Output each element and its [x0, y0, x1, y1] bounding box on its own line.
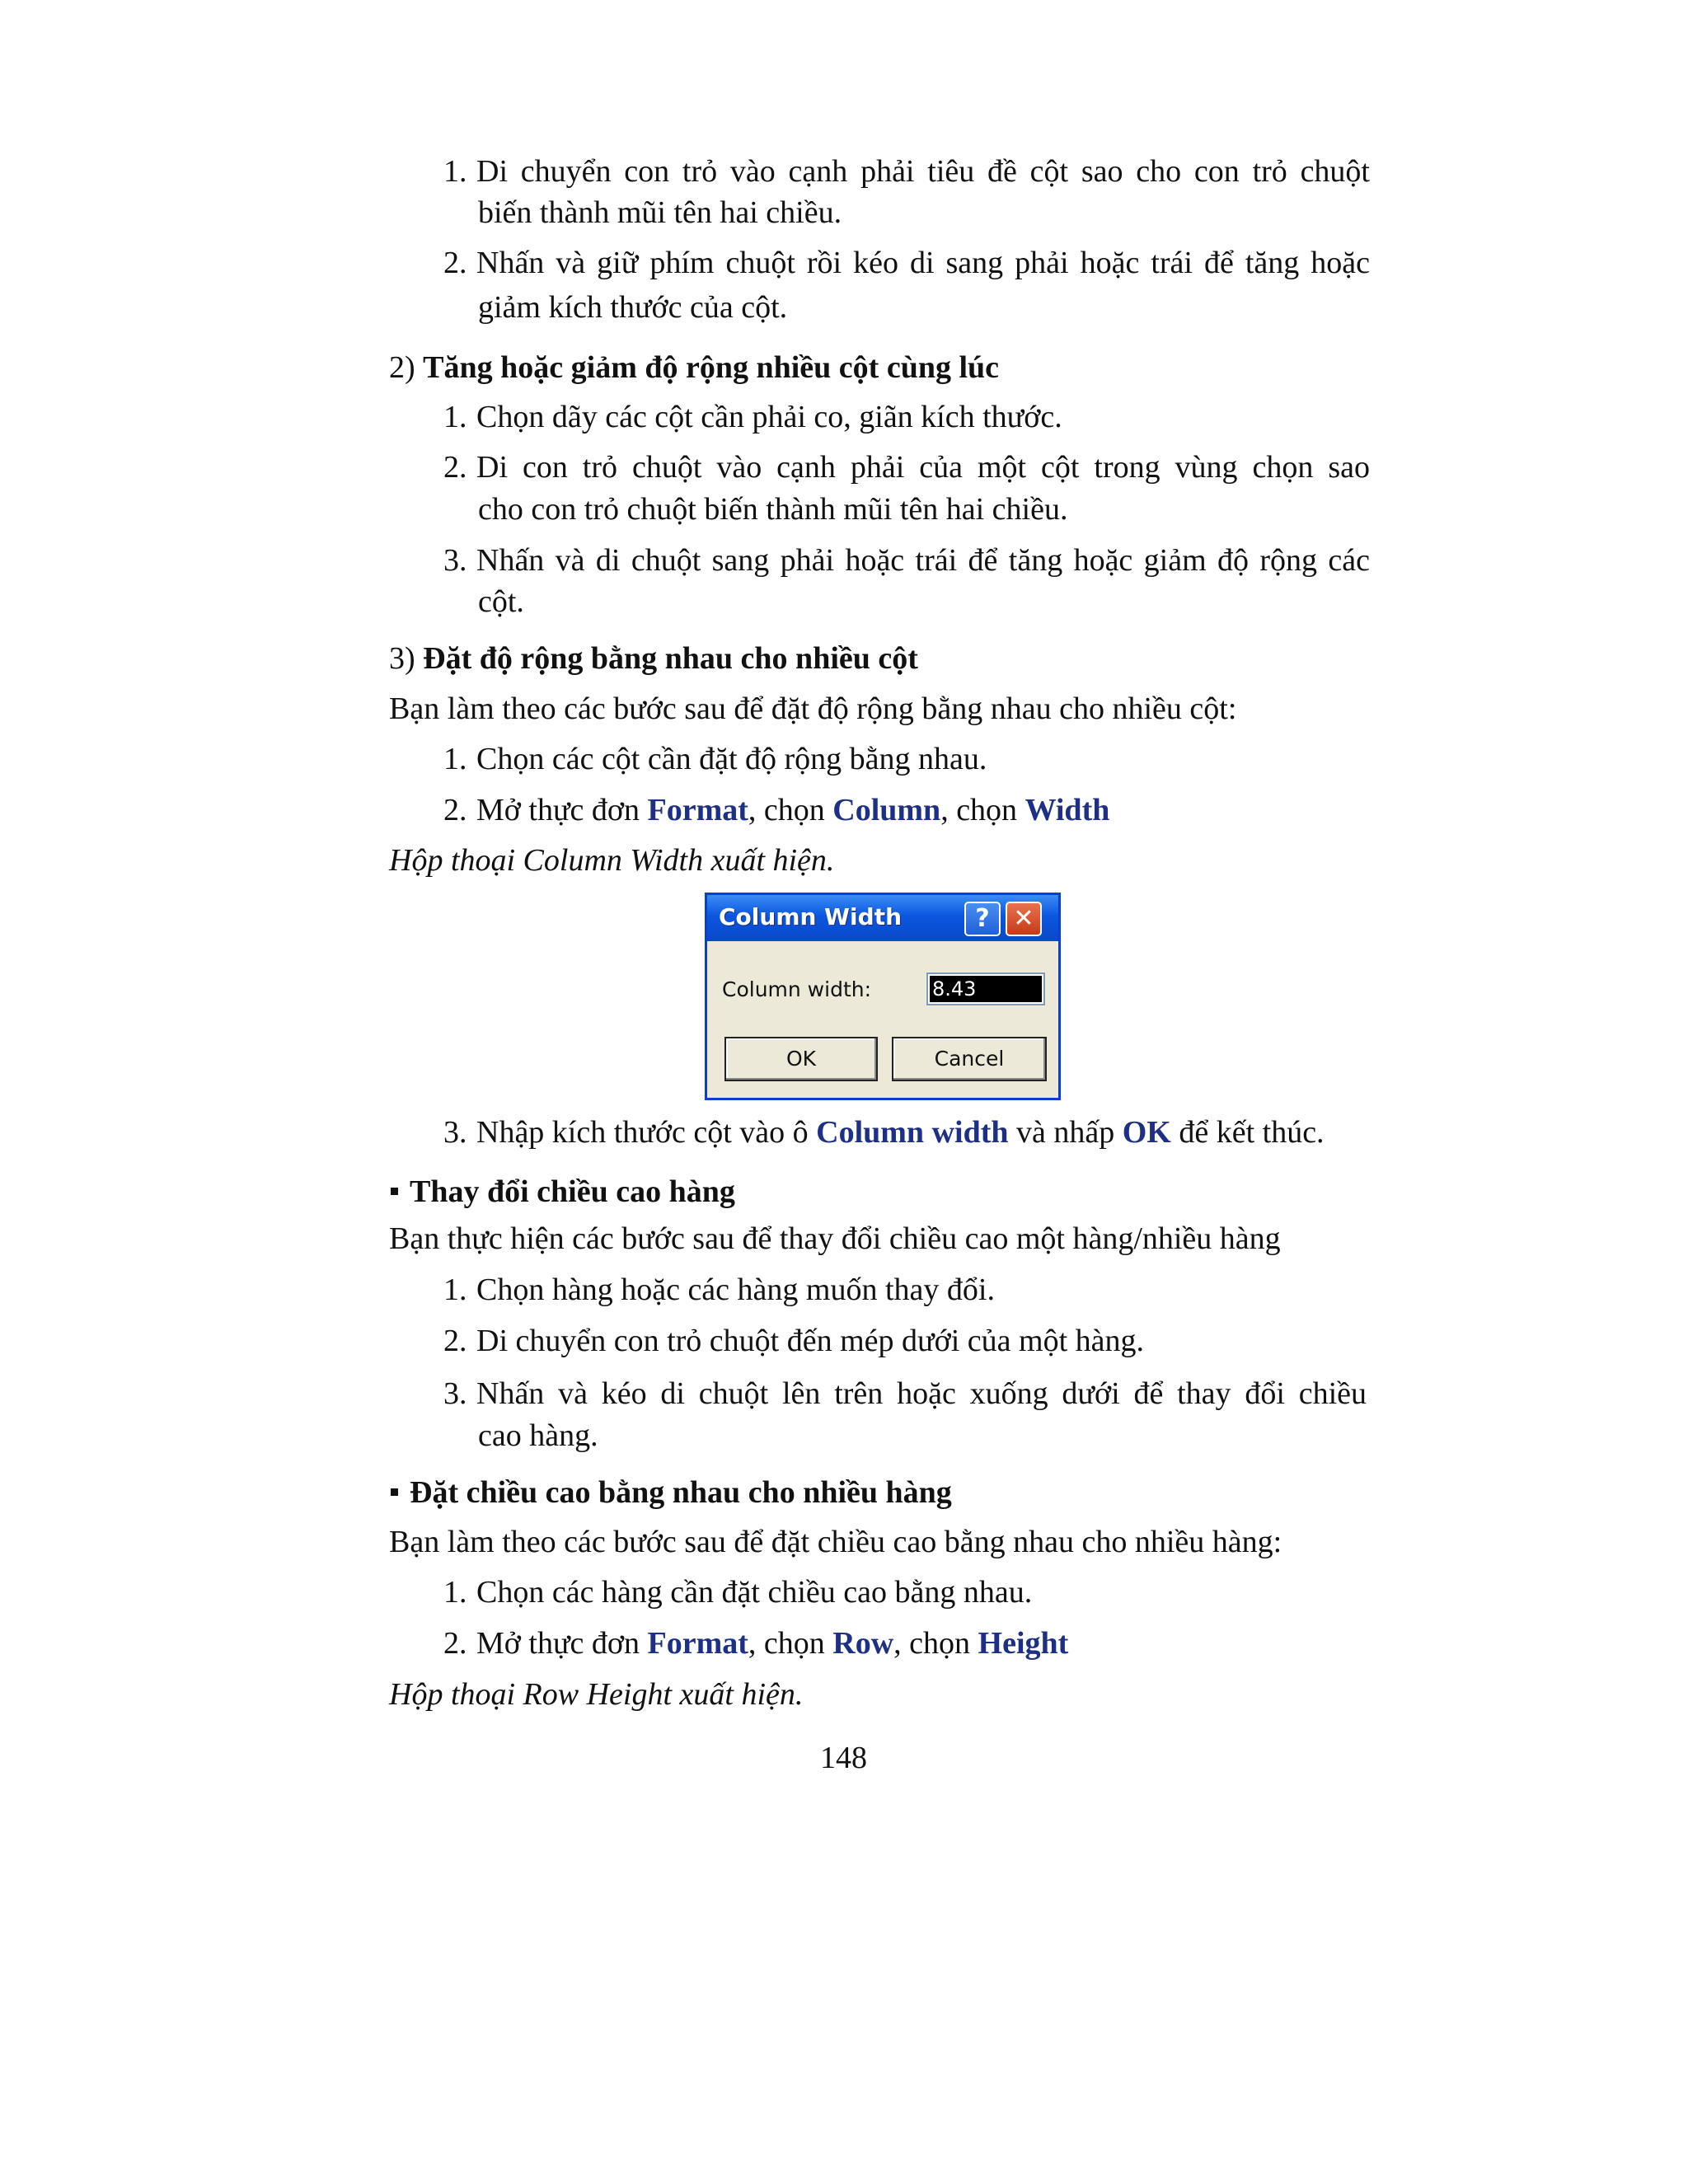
- paragraph: Bạn làm theo các bước sau để đặt độ rộng bằng nhau cho nhiều cột:: [389, 691, 1237, 726]
- caption: Hộp thoại Row Height xuất hiện.: [389, 1677, 804, 1712]
- section-heading-row-height: Thay đổi chiều cao hàng: [391, 1173, 735, 1211]
- step-2: 2. Mở thực đơn Format, chọn Row, chọn Height: [443, 1626, 1069, 1661]
- column-width-label: Column width:: [722, 977, 872, 1001]
- step-1: 1. Chọn các cột cần đặt độ rộng bằng nhau.: [443, 742, 987, 776]
- column-width-value: 8.43: [930, 976, 1042, 1002]
- cancel-button[interactable]: Cancel: [892, 1037, 1047, 1081]
- step-1: 1. Di chuyển con trỏ vào cạnh phải tiêu đề cột sao cho con trỏ chuột: [443, 154, 1370, 189]
- paragraph: Bạn làm theo các bước sau để đặt chiều cao bằng nhau cho nhiều hàng:: [389, 1525, 1282, 1559]
- column-width-input[interactable]: [926, 972, 1045, 1005]
- column-width-dialog: [705, 893, 1061, 1100]
- step-3-cont: cao hàng.: [478, 1418, 598, 1453]
- help-icon[interactable]: ?: [964, 902, 1001, 936]
- paragraph: Bạn thực hiện các bước sau để thay đổi chiều cao một hàng/nhiều hàng: [389, 1221, 1281, 1256]
- step-2: 2. Mở thực đơn Format, chọn Column, chọn Width: [443, 793, 1110, 827]
- step-2: 2. Nhấn và giữ phím chuột rồi kéo di sang phải hoặc trái để tăng hoặc: [443, 246, 1370, 280]
- section-heading-equal-rows: Đặt chiều cao bằng nhau cho nhiều hàng: [391, 1474, 952, 1511]
- page-number: 148: [820, 1741, 867, 1775]
- step-2: 2. Di chuyển con trỏ chuột đến mép dưới của một hàng.: [443, 1324, 1144, 1358]
- step-3-cont: cột.: [478, 584, 524, 619]
- dialog-title: Column Width: [719, 903, 903, 930]
- caption: Hộp thoại Column Width xuất hiện.: [389, 843, 835, 878]
- section-heading-2: 2) Tăng hoặc giảm độ rộng nhiều cột cùng lúc: [389, 350, 1000, 385]
- dialog-title-bar[interactable]: [707, 895, 1058, 941]
- step-1: 1. Chọn các hàng cần đặt chiều cao bằng nhau.: [443, 1575, 1033, 1610]
- section-heading-3: 3) Đặt độ rộng bằng nhau cho nhiều cột: [389, 641, 918, 676]
- step-2-cont: cho con trỏ chuột biến thành mũi tên hai chiều.: [478, 492, 1068, 527]
- bullet-icon: [391, 1188, 398, 1195]
- bullet-icon: [391, 1488, 398, 1496]
- step-2: 2. Di con trỏ chuột vào cạnh phải của một cột trong vùng chọn sao: [443, 450, 1370, 485]
- ok-button[interactable]: OK: [724, 1037, 878, 1081]
- step-2-cont: giảm kích thước của cột.: [478, 290, 788, 325]
- step-1: 1. Chọn dãy các cột cần phải co, giãn kích thước.: [443, 400, 1062, 434]
- step-3: 3. Nhập kích thước cột vào ô Column width và nhấp OK để kết thúc.: [443, 1115, 1325, 1150]
- step-3: 3. Nhấn và di chuột sang phải hoặc trái để tăng hoặc giảm độ rộng các: [443, 543, 1370, 578]
- step-1-cont: biến thành mũi tên hai chiều.: [478, 195, 842, 230]
- close-icon[interactable]: ✕: [1006, 902, 1042, 936]
- step-1: 1. Chọn hàng hoặc các hàng muốn thay đổi.: [443, 1272, 995, 1307]
- step-3: 3. Nhấn và kéo di chuột lên trên hoặc xuống dưới để thay đổi chiều: [443, 1376, 1367, 1411]
